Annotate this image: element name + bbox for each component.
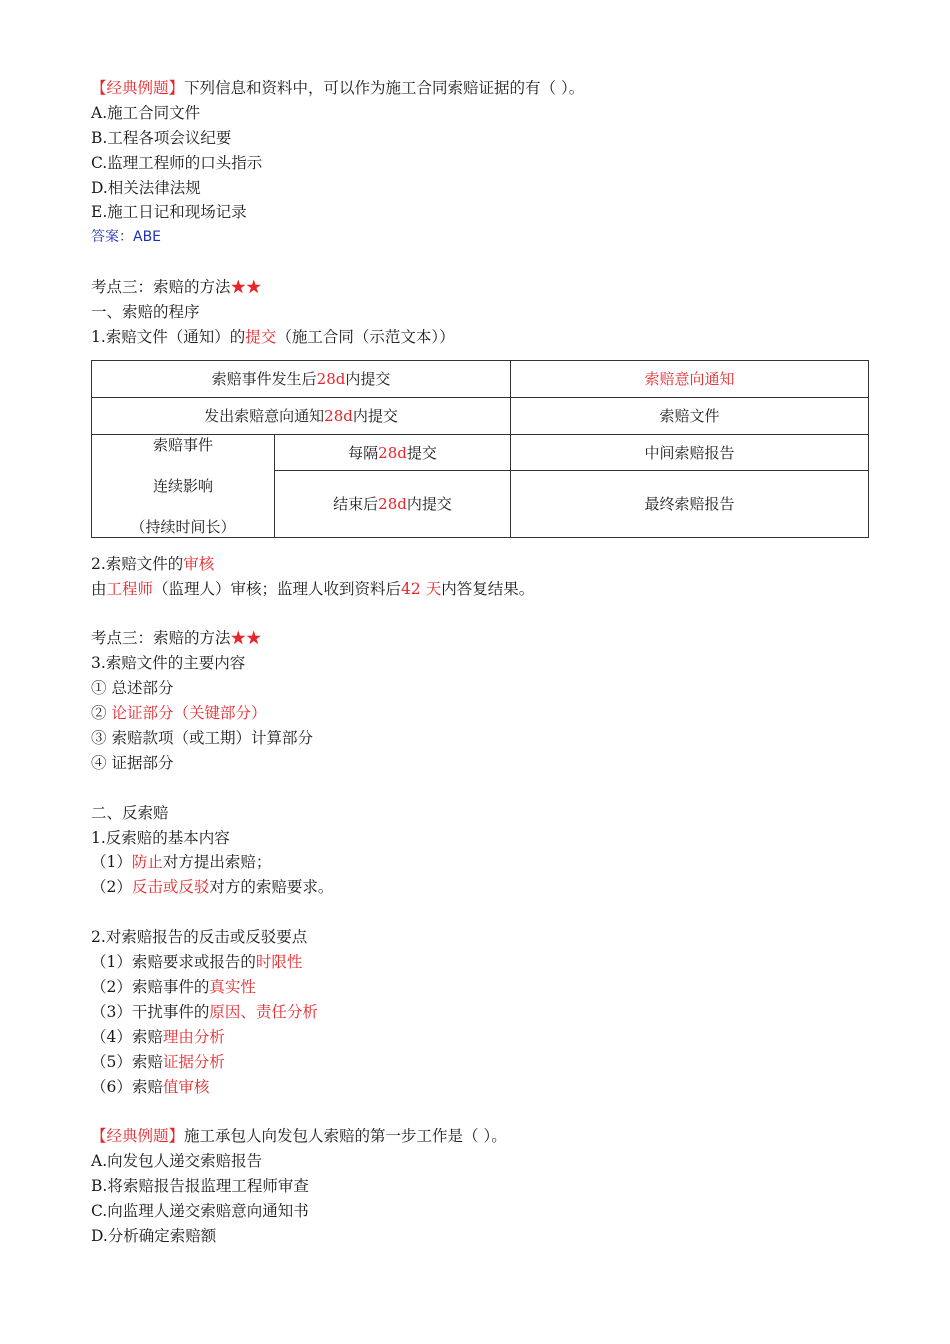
- q1-option-c: C.监理工程师的口头指示: [91, 153, 263, 172]
- table-row: [92, 360, 869, 397]
- counter-basic-1: （1）防止对方提出索赔；: [91, 853, 272, 872]
- table-row: [92, 397, 869, 434]
- sec2-title: 考点三：索赔的方法: [91, 629, 231, 648]
- table-cell: 发出索赔意向通知28d内提交: [92, 397, 511, 434]
- counter-point-5: （5）索赔证据分析: [91, 1052, 225, 1071]
- q2-option-c: C.向监理人递交索赔意向通知书: [91, 1201, 309, 1220]
- cont-line-1: 索赔事件: [152, 435, 213, 454]
- review-line: 由工程师（监理人）审核；监理人收到资料后42 天内答复结果。: [91, 579, 535, 598]
- q1-option-a: A.施工合同文件: [91, 103, 201, 122]
- q2-stem-line: [91, 1124, 871, 1149]
- sec1-item1-post: （施工合同（示范文本））: [276, 327, 455, 346]
- content-item-4: ④ 证据部分: [91, 753, 174, 772]
- table-cell: 中间索赔报告: [511, 434, 869, 470]
- counter-title: 二、反索赔: [91, 803, 169, 822]
- q1-stem-line: [91, 76, 871, 101]
- sec1-stars: ★★: [230, 278, 262, 297]
- table-cell: 索赔事件发生后28d内提交: [92, 360, 511, 397]
- content-item-2: ② 论证部分（关键部分）: [91, 704, 267, 723]
- document-page: [91, 76, 871, 1249]
- counter-points-title: 2.对索赔报告的反击或反驳要点: [91, 928, 308, 947]
- counter-point-6: （6）索赔值审核: [91, 1077, 210, 1096]
- counter-point-3: （3）干扰事件的原因、责任分析: [91, 1002, 318, 1021]
- q1-tag: 【经典例题】: [91, 79, 185, 97]
- q2-option-d: D.分析确定索赔额: [91, 1226, 217, 1245]
- counter-basic-title: 1.反索赔的基本内容: [91, 828, 230, 847]
- q1-stem: 下列信息和资料中，可以作为施工合同索赔证据的有（ ）。: [184, 79, 585, 97]
- content-item-3: ③ 索赔款项（或工期）计算部分: [91, 729, 313, 748]
- counter-point-4: （4）索赔理由分析: [91, 1027, 225, 1046]
- sec1-item1: [91, 325, 871, 350]
- table-cell: 索赔意向通知: [511, 360, 869, 397]
- table-row: [92, 434, 869, 470]
- counter-point-1: （1）索赔要求或报告的时限性: [91, 953, 303, 972]
- content-item-1: ① 总述部分: [91, 679, 174, 698]
- q1-answer: 答案：ABE: [91, 229, 162, 246]
- q2-stem: 施工承包人向发包人索赔的第一步工作是（ ）。: [184, 1127, 507, 1146]
- sec1-title: 考点三：索赔的方法: [91, 278, 231, 297]
- table-cell-continuous: [92, 434, 275, 537]
- table-cell: 最终索赔报告: [511, 471, 869, 538]
- table-cell: 每隔28d提交: [275, 434, 511, 470]
- counter-point-2: （2）索赔事件的真实性: [91, 977, 256, 996]
- sec1-subtitle: 一、索赔的程序: [91, 303, 200, 322]
- sec1-item1-red: 提交: [245, 327, 277, 346]
- counter-basic-2: （2）反击或反驳对方的索赔要求。: [91, 878, 334, 897]
- table-cell: 结束后28d内提交: [275, 471, 511, 538]
- q1-option-b: B.工程各项会议纪要: [91, 128, 232, 147]
- q1-option-d: D.相关法律法规: [91, 178, 201, 197]
- sec2-subtitle: 3.索赔文件的主要内容: [91, 654, 246, 673]
- sec2-title-line: [91, 626, 871, 651]
- sec1-title-line: [91, 275, 871, 300]
- cont-line-2: 连续影响: [152, 476, 213, 495]
- q2-option-a: A.向发包人递交索赔报告: [91, 1152, 263, 1171]
- q1-option-e: E.施工日记和现场记录: [91, 203, 247, 222]
- q2-option-b: B.将索赔报告报监理工程师审查: [91, 1177, 309, 1196]
- table-cell: 索赔文件: [511, 397, 869, 434]
- q2-tag: 【经典例题】: [91, 1127, 185, 1146]
- sec1-item1-pre: 1.索赔文件（通知）的: [91, 327, 246, 346]
- sec2-stars: ★★: [230, 629, 262, 648]
- review-title: 2.索赔文件的审核: [91, 554, 215, 573]
- cont-line-3: （持续时间长）: [130, 517, 236, 536]
- claim-procedure-table: [91, 360, 869, 538]
